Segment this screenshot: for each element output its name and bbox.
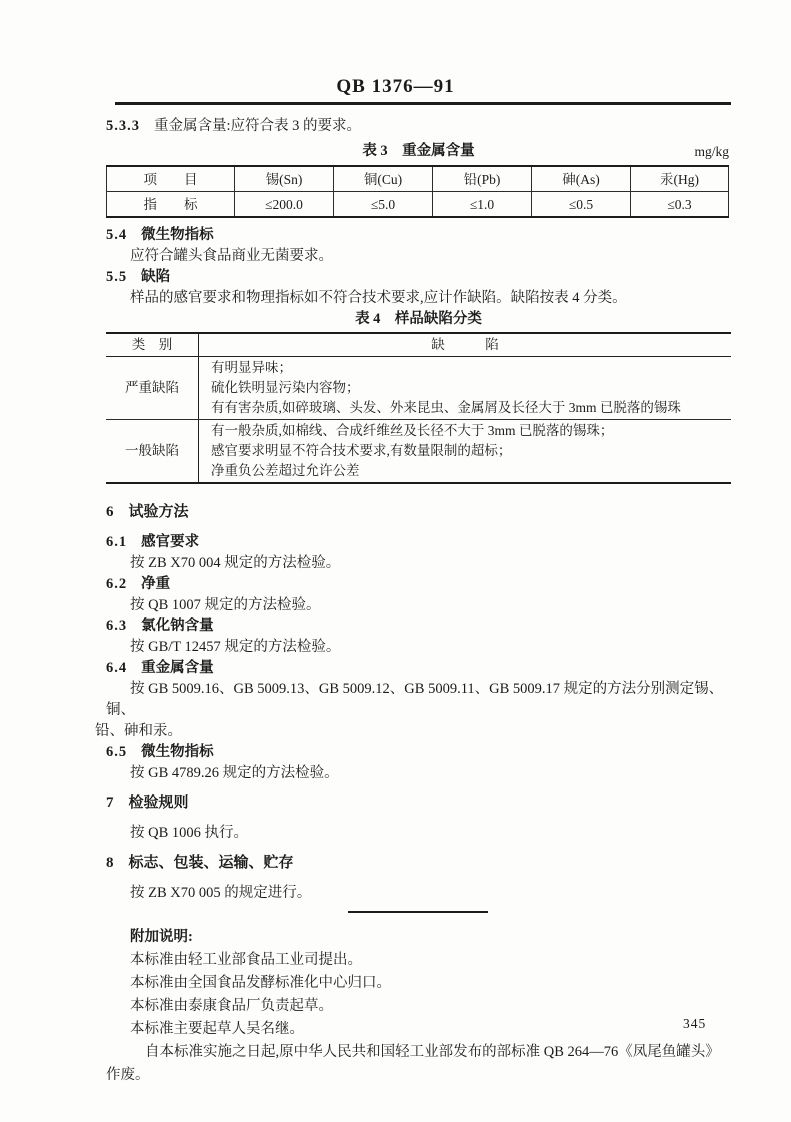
section-6-1-body: 按 ZB X70 004 规定的方法检验。 (130, 555, 341, 571)
chapter-title: 标志、包装、运输、贮存 (128, 855, 294, 871)
appendix-notes (106, 926, 731, 1087)
section-6-3-body: 按 GB/T 12457 规定的方法检验。 (130, 639, 341, 655)
table3-index-label: 指 标 (107, 192, 235, 218)
header-rule (115, 102, 731, 105)
table3-value-cu: ≤5.0 (334, 192, 433, 218)
table3-value-as: ≤0.5 (532, 192, 631, 218)
section-6-2-heading (106, 574, 731, 595)
appendix-final-line: 自本标准实施之日起,原中华人民共和国轻工业部发布的部标准 QB 264—76《凤尾鱼罐头》作废。 (106, 1044, 720, 1083)
footer-divider-rule (348, 911, 488, 913)
table3-col-cu: 铜(Cu) (334, 166, 433, 192)
table4-defects-general (199, 420, 732, 484)
section-title: 重金属含量 (141, 660, 214, 676)
table3-item-label: 项 目 (107, 166, 235, 192)
chapter-7-heading (106, 793, 731, 814)
section-6-5-heading (106, 742, 731, 763)
section-6-4-heading (106, 658, 731, 679)
table3-caption-row (106, 141, 731, 162)
section-title: 微生物指标 (141, 227, 214, 243)
section-text: 重金属含量:应符合表 3 的要求。 (154, 118, 362, 134)
table4-defect-classification (106, 332, 731, 484)
table3-unit: mg/kg (694, 144, 729, 159)
section-6-1-heading (106, 532, 731, 553)
section-number: 6.3 (106, 618, 128, 634)
section-5-5-heading (106, 267, 731, 288)
table3-heavy-metals (106, 165, 729, 218)
section-number: 5.4 (106, 227, 128, 243)
table3-value-sn: ≤200.0 (235, 192, 334, 218)
table-row (106, 357, 731, 420)
table4-col2-header: 缺 陷 (199, 333, 732, 357)
table3-value-pb: ≤1.0 (433, 192, 532, 218)
chapter-number: 8 (106, 855, 115, 871)
table4-caption: 表 4 样品缺陷分类 (355, 311, 482, 327)
section-number: 5.3.3 (106, 118, 140, 134)
section-title: 净重 (141, 576, 171, 592)
table4-defects-severe (199, 357, 732, 420)
chapter-6-heading (106, 502, 731, 523)
section-6-4-body-line1: 按 GB 5009.16、GB 5009.13、GB 5009.12、GB 5009.11、GB 5009.17 规定的方法分别测定锡、铜、 (106, 681, 724, 718)
defect-line: 硫化铁明显污染内容物； (211, 380, 360, 395)
table4-category-severe: 严重缺陷 (106, 357, 199, 420)
table3-caption: 表 3 重金属含量 (362, 143, 475, 159)
table3-col-pb: 铅(Pb) (433, 166, 532, 192)
section-number: 5.5 (106, 269, 128, 285)
chapter-title: 检验规则 (128, 795, 189, 811)
section-6-5-body: 按 GB 4789.26 规定的方法检验。 (130, 765, 339, 781)
page-number: 345 (683, 1016, 707, 1031)
section-5-5-body: 样品的感官要求和物理指标如不符合技术要求,应计作缺陷。缺陷按表 4 分类。 (130, 290, 627, 306)
defect-line: 净重负公差超过允许公差 (211, 463, 360, 478)
section-title: 感官要求 (141, 534, 200, 550)
section-title: 氯化钠含量 (141, 618, 214, 634)
defect-line: 有明显异味； (211, 360, 292, 375)
section-number: 6.4 (106, 660, 128, 676)
appendix-title: 附加说明: (130, 929, 193, 945)
section-title: 微生物指标 (141, 744, 214, 760)
defect-line: 有有害杂质,如碎玻璃、头发、外来昆虫、金属屑及长径大于 3mm 已脱落的锡珠 (211, 400, 681, 415)
appendix-line: 本标准主要起草人吴名继。 (130, 1021, 304, 1037)
appendix-line: 本标准由轻工业部食品工业司提出。 (130, 952, 362, 968)
table4-category-general: 一般缺陷 (106, 420, 199, 484)
section-6-4-body-line2: 铅、砷和汞。 (95, 723, 182, 739)
chapter-7-body: 按 QB 1006 执行。 (130, 825, 249, 841)
defect-line: 有一般杂质,如棉线、合成纤维丝及长径不大于 3mm 已脱落的锡珠； (211, 423, 614, 438)
chapter-title: 试验方法 (128, 504, 189, 520)
chapter-8-body: 按 ZB X70 005 的规定进行。 (130, 885, 312, 901)
document-content (95, 116, 731, 1087)
table4-col1-header: 类 别 (106, 333, 199, 357)
section-title: 缺陷 (141, 269, 171, 285)
table-row (107, 166, 729, 192)
doc-code: QB 1376—91 (336, 76, 455, 97)
section-5-4-heading (106, 225, 731, 246)
table3-col-sn: 锡(Sn) (235, 166, 334, 192)
appendix-line: 本标准由泰康食品厂负责起草。 (130, 998, 333, 1014)
section-5-4-body: 应符合罐头食品商业无菌要求。 (130, 248, 333, 264)
section-number: 6.1 (106, 534, 128, 550)
section-6-3-heading (106, 616, 731, 637)
table3-value-hg: ≤0.3 (631, 192, 729, 218)
defect-line: 感官要求明显不符合技术要求,有数量限制的超标； (211, 443, 512, 458)
appendix-line: 本标准由全国食品发酵标准化中心归口。 (130, 975, 391, 991)
table3-col-hg: 汞(Hg) (631, 166, 729, 192)
chapter-number: 6 (106, 504, 115, 520)
table3-col-as: 砷(As) (532, 166, 631, 192)
table4-caption-row (106, 309, 731, 330)
section-number: 6.2 (106, 576, 128, 592)
table-row (106, 333, 731, 357)
chapter-8-heading (106, 853, 731, 874)
table-row (107, 192, 729, 218)
section-5-3-3 (106, 116, 731, 137)
section-number: 6.5 (106, 744, 128, 760)
chapter-number: 7 (106, 795, 115, 811)
table-row (106, 420, 731, 484)
section-6-2-body: 按 QB 1007 规定的方法检验。 (130, 597, 321, 613)
